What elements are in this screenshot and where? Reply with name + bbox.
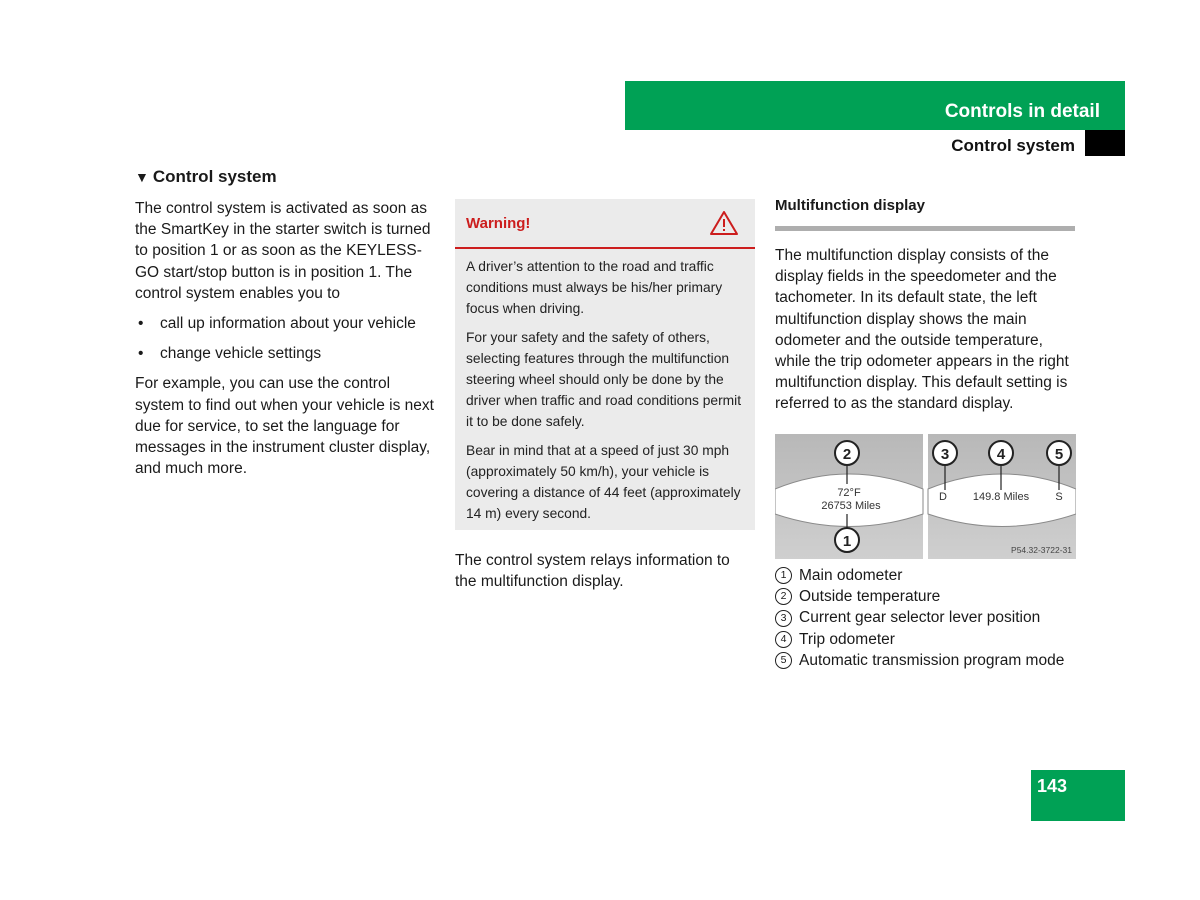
multifunction-heading: Multifunction display bbox=[775, 197, 925, 214]
page-number: 143 bbox=[1037, 776, 1068, 796]
legend-item bbox=[775, 586, 1105, 607]
callout-5: 5 bbox=[1054, 446, 1064, 463]
legend-item bbox=[775, 650, 1105, 671]
heading-text: Control system bbox=[152, 167, 277, 186]
warning-paragraph: Bear in mind that at a speed of just 30 mph (approximately 50 km/h), your vehicle is covering a distance of 44 feet (approximately 14 m) every second. bbox=[466, 442, 741, 522]
multifunction-paragraph: The multifunction display consists of the display fields in the speedometer and the tachometer. In its default state, the left multifunction display shows the main odometer and the outside temperature, while the trip odometer appears in the right multifunction display. This default setting is referred to as the standard display. bbox=[775, 247, 1069, 413]
odometer-readout: 26753 Miles bbox=[821, 500, 881, 512]
legend-item bbox=[775, 565, 1105, 586]
warning-body bbox=[455, 249, 755, 524]
example-paragraph: For example, you can use the control system to find out when your vehicle is next due for service, to set the language for messages in the instrument cluster display, and much more. bbox=[135, 375, 434, 478]
legend-label: Main odometer bbox=[799, 567, 903, 584]
middle-column bbox=[455, 550, 755, 601]
section-marker bbox=[1085, 130, 1125, 156]
intro-paragraph: The control system is activated as soon as the SmartKey in the starter switch is turned to position 1 or as soon as the KEYLESS-GO start/stop button is in position 1. The control system enables you to bbox=[135, 200, 431, 302]
page-number-box bbox=[1031, 770, 1125, 821]
trip-readout: 149.8 Miles bbox=[972, 491, 1030, 503]
left-display-panel bbox=[775, 434, 923, 559]
chapter-header-band bbox=[625, 81, 1125, 130]
legend-label: Current gear selector lever position bbox=[799, 609, 1041, 627]
feature-list bbox=[135, 313, 435, 364]
legend-number: 5 bbox=[775, 652, 792, 669]
warning-header bbox=[455, 199, 755, 249]
figure-legend bbox=[775, 565, 1105, 671]
multifunction-display-figure bbox=[775, 434, 1076, 559]
heading-rule bbox=[775, 226, 1075, 231]
triangle-down-icon: ▼ bbox=[135, 169, 149, 185]
left-column bbox=[135, 165, 435, 488]
right-display-panel bbox=[928, 434, 1076, 559]
section-title: Control system bbox=[951, 136, 1075, 155]
control-system-heading bbox=[135, 165, 435, 189]
warning-paragraph: For your safety and the safety of others, selecting features through the multifunction steering wheel should only be done by the driver when traffic and road conditions permit it to be done safely. bbox=[466, 329, 742, 430]
callout-3: 3 bbox=[940, 446, 950, 463]
warning-title: Warning! bbox=[466, 215, 531, 232]
legend-item bbox=[775, 629, 1105, 650]
legend-label: Automatic transmission program mode bbox=[799, 651, 1065, 669]
display-illustration bbox=[775, 434, 1076, 559]
callout-2: 2 bbox=[842, 446, 852, 463]
list-item: • change vehicle settings bbox=[135, 343, 435, 364]
warning-triangle-icon bbox=[709, 210, 739, 236]
right-column bbox=[775, 195, 1075, 424]
list-item: • call up information about your vehicle bbox=[135, 313, 435, 334]
legend-item bbox=[775, 607, 1105, 628]
warning-box bbox=[455, 199, 755, 530]
callout-1: 1 bbox=[842, 533, 852, 550]
legend-number: 2 bbox=[775, 588, 792, 605]
legend-label: Trip odometer bbox=[799, 630, 895, 648]
callout-4: 4 bbox=[996, 446, 1006, 463]
temperature-readout: 72°F bbox=[837, 487, 861, 499]
relay-paragraph: The control system relays information to the multifunction display. bbox=[455, 552, 730, 591]
figure-code: P54.32-3722-31 bbox=[1011, 545, 1072, 555]
legend-label: Outside temperature bbox=[799, 588, 941, 606]
mode-readout: S bbox=[1055, 491, 1063, 503]
legend-number: 4 bbox=[775, 631, 792, 648]
legend-number: 3 bbox=[775, 610, 792, 627]
chapter-title: Controls in detail bbox=[944, 101, 1100, 122]
legend-number: 1 bbox=[775, 567, 792, 584]
warning-paragraph: A driver’s attention to the road and traffic conditions must always be his/her primary focus when driving. bbox=[466, 259, 723, 317]
gear-readout: D bbox=[939, 491, 947, 503]
